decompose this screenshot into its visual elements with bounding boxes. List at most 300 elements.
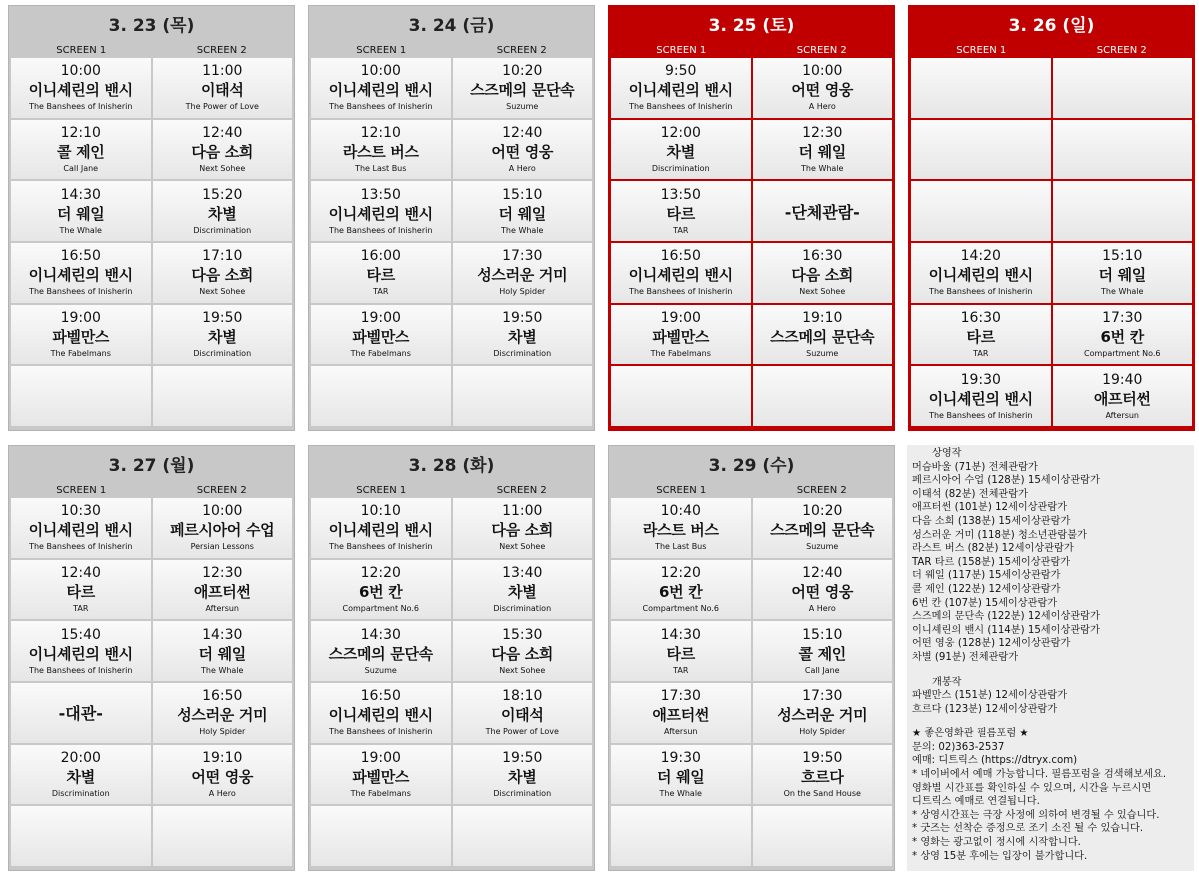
showtime-grid (11, 58, 292, 426)
showtime-cell[interactable] (11, 621, 151, 681)
movie-title-en: Next Sohee (499, 542, 546, 552)
movie-title-ko: 다음 소희 (191, 266, 254, 285)
reservation-note: -단체관람- (784, 202, 860, 222)
movie-title-ko: 차별 (508, 767, 537, 786)
showtime-cell[interactable] (753, 683, 893, 743)
showtime-cell[interactable] (153, 305, 293, 365)
movie-title-en: Holy Spider (199, 727, 246, 737)
showtime-cell[interactable] (153, 120, 293, 180)
movie-title-en: The Fabelmans (350, 348, 411, 358)
showtime-cell[interactable] (611, 181, 751, 241)
movie-title-ko: 애프터썬 (652, 706, 710, 725)
movie-title-ko: 성스러운 거미 (177, 706, 268, 725)
movie-title-ko: 파벨만스 (352, 327, 410, 346)
showtime-time: 14:30 (202, 626, 243, 643)
movie-title-en: TAR (373, 287, 389, 297)
showtime-cell[interactable] (911, 305, 1051, 365)
showtime-time: 16:00 (360, 248, 401, 265)
showtime-cell[interactable] (453, 305, 593, 365)
showtime-cell[interactable] (153, 181, 293, 241)
showtime-grid (311, 498, 592, 866)
showtime-grid (311, 58, 592, 426)
movie-rating-line: 이태석 (82분) 전체관람가 (912, 488, 1028, 500)
notice-line: * 영화는 광고없이 정시에 시작합니다. (912, 837, 1081, 849)
notice-line: * 네이버에서 예매 가능합니다. 필름포럼을 검색해보세요. (912, 769, 1167, 781)
showtime-time: 20:00 (60, 749, 101, 766)
showtime-time: 10:10 (360, 503, 401, 520)
showtime-time: 19:10 (802, 309, 843, 326)
movie-title-en: Suzume (806, 542, 839, 552)
movie-title-ko: 타르 (366, 266, 395, 285)
movie-title-ko: 이니셰린의 밴시 (628, 81, 733, 100)
movie-title-ko: 다음 소희 (491, 644, 554, 663)
showtime-cell[interactable] (453, 498, 593, 558)
movie-title-en: TAR (673, 665, 689, 675)
day-panel (8, 5, 295, 431)
showtime-cell (753, 181, 893, 241)
showtime-time: 15:10 (502, 186, 543, 203)
showtime-cell[interactable] (453, 181, 593, 241)
screen-label: SCREEN 1 (656, 45, 707, 56)
showtime-time: 10:00 (802, 63, 843, 80)
movie-title-ko: 더 웨일 (1098, 266, 1146, 285)
showtime-cell[interactable] (311, 243, 451, 303)
showtime-cell[interactable] (753, 745, 893, 805)
movie-title-en: Next Sohee (199, 287, 246, 297)
showtime-cell[interactable] (611, 243, 751, 303)
movie-title-en: A Hero (808, 102, 836, 112)
movie-title-ko: 이니셰린의 밴시 (328, 706, 433, 725)
showtime-grid (911, 58, 1192, 426)
movie-title-ko: 이니셰린의 밴시 (928, 266, 1033, 285)
showtime-time: 17:30 (660, 688, 701, 705)
notice-line: * 굿즈는 선착순 증정으로 조기 소진 될 수 있습니다. (912, 823, 1144, 835)
movie-title-en: TAR (973, 348, 989, 358)
showtime-cell[interactable] (153, 560, 293, 620)
movie-title-ko: 페르시아어 수업 (170, 521, 275, 540)
movie-title-en: The Banshees of Inisherin (929, 287, 1033, 297)
showtime-cell[interactable] (153, 58, 293, 118)
showtime-time: 16:50 (60, 248, 101, 265)
screen-label: SCREEN 2 (196, 485, 247, 496)
movie-title-ko: 차별 (208, 204, 237, 223)
showtime-time: 12:40 (502, 124, 543, 141)
showtime-time: 16:50 (360, 688, 401, 705)
showtime-time: 17:30 (802, 688, 843, 705)
showtime-time: 19:50 (502, 749, 543, 766)
movie-title-en: Discrimination (493, 788, 552, 798)
movie-title-ko: 더 웨일 (198, 644, 246, 663)
showtime-time: 19:50 (502, 309, 543, 326)
screen-label: SCREEN 2 (796, 45, 847, 56)
movie-title-en: The Banshees of Inisherin (629, 102, 733, 112)
empty-cell (11, 806, 151, 866)
movie-title-en: Aftersun (1105, 410, 1140, 420)
movie-title-ko: 더 웨일 (498, 204, 546, 223)
movie-title-ko: 라스트 버스 (642, 521, 719, 540)
empty-cell (311, 366, 451, 426)
showtime-cell[interactable] (453, 745, 593, 805)
movie-rating-line: 성스러운 거미 (118분) 청소년관람불가 (912, 529, 1087, 541)
showtime-time: 12:30 (802, 124, 843, 141)
movie-title-en: Discrimination (51, 788, 110, 798)
movie-rating-line: 페르시아어 수업 (128분) 15세이상관람가 (912, 475, 1100, 487)
movie-rating-line: 애프터썬 (101분) 12세이상관람가 (912, 502, 1068, 514)
screen-label: SCREEN 2 (496, 485, 547, 496)
showtime-time: 13:50 (660, 186, 701, 203)
showtime-grid (611, 498, 892, 866)
empty-cell (911, 58, 1051, 118)
reservation-note: -대관- (58, 704, 103, 724)
notice-line: 영화별 시간표를 확인하실 수 있으며, 시간을 누르시면 (912, 782, 1152, 794)
showtime-cell[interactable] (1053, 305, 1193, 365)
showtime-cell[interactable] (11, 305, 151, 365)
showtime-cell[interactable] (611, 305, 751, 365)
movie-title-ko: 6번 칸 (659, 582, 703, 601)
showtime-cell[interactable] (611, 560, 751, 620)
movie-title-ko: 성스러운 거미 (477, 266, 568, 285)
movie-title-en: Discrimination (493, 348, 552, 358)
showtime-time: 11:00 (502, 503, 543, 520)
movie-title-ko: 이태석 (500, 706, 544, 725)
showtime-cell[interactable] (11, 745, 151, 805)
screen-label: SCREEN 2 (796, 485, 847, 496)
movie-title-en: The Whale (201, 665, 244, 675)
empty-cell (611, 806, 751, 866)
showtime-time: 19:50 (202, 309, 243, 326)
movie-title-en: Holy Spider (799, 727, 846, 737)
empty-cell (911, 181, 1051, 241)
empty-cell (1053, 181, 1193, 241)
day-header: 3. 24 (금) (408, 16, 495, 36)
movie-title-ko: 파벨만스 (52, 327, 110, 346)
screen-header-row (611, 484, 892, 498)
showtime-cell[interactable] (611, 58, 751, 118)
movie-title-en: The Banshees of Inisherin (329, 727, 433, 737)
movie-title-ko: 차별 (66, 767, 95, 786)
movie-title-ko: 스즈메의 문단속 (328, 644, 433, 663)
movie-rating-line: TAR 타르 (158분) 15세이상관람가 (912, 556, 1071, 568)
movie-title-en: The Fabelmans (650, 348, 711, 358)
day-header: 3. 25 (토) (708, 16, 795, 36)
showtime-time: 16:30 (960, 309, 1001, 326)
movie-title-en: Compartment No.6 (342, 603, 419, 613)
empty-cell (611, 366, 751, 426)
movie-title-ko: 애프터썬 (193, 582, 251, 601)
showtime-grid (611, 58, 892, 426)
empty-cell (153, 366, 293, 426)
showtime-cell[interactable] (11, 181, 151, 241)
showtime-grid (11, 498, 292, 866)
showtime-cell[interactable] (611, 683, 751, 743)
showtime-cell[interactable] (453, 560, 593, 620)
movie-title-ko: 타르 (666, 644, 695, 663)
movie-title-en: The Banshees of Inisherin (29, 102, 133, 112)
movie-rating-line: 라스트 버스 (82분) 12세이상관람가 (912, 543, 1074, 555)
showtime-time: 19:10 (202, 749, 243, 766)
movie-title-ko: 흐르다 (800, 767, 844, 786)
movie-rating-line: 콜 제인 (122분) 12세이상관람가 (912, 583, 1061, 595)
movie-title-ko: 더 웨일 (798, 142, 846, 161)
screen-header-row (611, 44, 892, 58)
empty-cell (11, 366, 151, 426)
movie-title-en: A Hero (508, 163, 536, 173)
movie-title-ko: 차별 (508, 327, 537, 346)
showtime-cell[interactable] (311, 621, 451, 681)
showtime-time: 12:00 (660, 124, 701, 141)
showtime-time: 15:30 (502, 626, 543, 643)
notice-line: 문의: 02)363-2537 (912, 741, 1005, 753)
screen-header-row (11, 44, 292, 58)
movie-title-ko: 다음 소희 (191, 142, 254, 161)
screen-label: SCREEN 1 (656, 485, 707, 496)
movie-title-en: The Whale (501, 225, 544, 235)
movie-title-ko: 성스러운 거미 (777, 706, 868, 725)
showtime-time: 17:30 (1102, 309, 1143, 326)
showtime-time: 12:40 (60, 564, 101, 581)
day-header: 3. 26 (일) (1008, 16, 1095, 36)
movie-title-ko: 어떤 영웅 (791, 582, 854, 601)
movie-title-en: Next Sohee (499, 665, 546, 675)
opening-line: 파벨만스 (151분) 12세이상관람가 (912, 690, 1068, 702)
movie-title-ko: 이니셰린의 밴시 (28, 266, 133, 285)
showtime-cell[interactable] (311, 498, 451, 558)
movie-title-en: On the Sand House (783, 788, 861, 798)
movie-title-en: A Hero (208, 788, 236, 798)
empty-cell (453, 366, 593, 426)
movie-title-ko: 파벨만스 (352, 767, 410, 786)
screen-label: SCREEN 2 (196, 45, 247, 56)
showtime-cell[interactable] (753, 498, 893, 558)
showtime-cell[interactable] (453, 58, 593, 118)
day-header: 3. 28 (화) (408, 456, 495, 476)
showtime-cell[interactable] (911, 243, 1051, 303)
movie-title-en: Compartment No.6 (1083, 348, 1161, 358)
movie-title-en: Aftersun (205, 603, 240, 613)
movie-title-en: Holy Spider (499, 287, 546, 297)
showtime-time: 14:30 (660, 626, 701, 643)
showtime-cell[interactable] (611, 498, 751, 558)
movie-title-en: The Banshees of Inisherin (329, 102, 433, 112)
showtime-cell[interactable] (453, 120, 593, 180)
showtime-cell[interactable] (753, 58, 893, 118)
showtime-cell (11, 683, 151, 743)
movie-title-ko: 애프터썬 (1093, 389, 1151, 408)
showtime-cell[interactable] (153, 621, 293, 681)
movie-title-ko: 다음 소희 (791, 266, 854, 285)
showtime-time: 10:20 (502, 63, 543, 80)
showtime-time: 13:40 (502, 564, 543, 581)
showtime-time: 12:10 (360, 124, 401, 141)
movie-title-ko: 스즈메의 문단속 (770, 327, 875, 346)
movie-title-en: The Banshees of Inisherin (29, 542, 133, 552)
movie-title-ko: 6번 칸 (359, 582, 403, 601)
showtime-time: 15:40 (60, 626, 101, 643)
screen-label: SCREEN 1 (956, 45, 1007, 56)
movie-title-en: The Last Bus (355, 163, 407, 173)
showtime-cell[interactable] (453, 683, 593, 743)
movie-title-en: The Power of Love (185, 102, 259, 112)
movie-title-ko: 다음 소희 (491, 521, 554, 540)
showtime-time: 12:10 (60, 124, 101, 141)
movie-title-ko: 이니셰린의 밴시 (928, 389, 1033, 408)
showtime-cell[interactable] (753, 560, 893, 620)
showtime-cell[interactable] (311, 120, 451, 180)
showtime-cell[interactable] (611, 120, 751, 180)
showtime-cell[interactable] (153, 683, 293, 743)
movie-title-en: TAR (673, 225, 689, 235)
notice-line: * 상영시간표는 극장 사정에 의하여 변경될 수 있습니다. (912, 809, 1160, 821)
movie-title-en: Call Jane (63, 163, 99, 173)
movie-title-ko: 라스트 버스 (342, 142, 419, 161)
movie-title-en: The Whale (59, 225, 102, 235)
showtime-time: 15:20 (202, 186, 243, 203)
showtime-cell[interactable] (311, 181, 451, 241)
showtime-time: 16:50 (202, 688, 243, 705)
movie-title-en: Persian Lessons (190, 542, 254, 552)
movie-title-ko: 더 웨일 (657, 767, 705, 786)
day-header: 3. 29 (수) (708, 456, 795, 476)
movie-rating-line: 더 웨일 (117분) 15세이상관람가 (912, 570, 1061, 582)
movie-title-en: Call Jane (804, 665, 840, 675)
day-panel (308, 445, 595, 871)
showtime-time: 18:10 (502, 688, 543, 705)
showtime-cell[interactable] (311, 58, 451, 118)
empty-cell (1053, 120, 1193, 180)
empty-cell (453, 806, 593, 866)
empty-cell (753, 366, 893, 426)
movie-title-en: Suzume (506, 102, 539, 112)
empty-cell (153, 806, 293, 866)
showtime-cell[interactable] (11, 243, 151, 303)
movie-title-ko: 타르 (666, 204, 695, 223)
showtime-cell[interactable] (911, 366, 1051, 426)
screen-header-row (11, 484, 292, 498)
showtime-time: 19:00 (660, 309, 701, 326)
empty-cell (1053, 58, 1193, 118)
showtime-cell[interactable] (11, 58, 151, 118)
movie-rating-line: 차별 (91분) 전체관람가 (912, 651, 1019, 663)
movie-title-en: The Banshees of Inisherin (929, 410, 1033, 420)
showtime-cell[interactable] (11, 120, 151, 180)
movie-title-en: The Banshees of Inisherin (329, 225, 433, 235)
showtime-cell[interactable] (1053, 243, 1193, 303)
notice-line: ★ 좋은영화관 필름포럼 ★ (912, 728, 1029, 740)
movie-title-en: Suzume (806, 348, 839, 358)
movie-title-ko: 이니셰린의 밴시 (28, 644, 133, 663)
showtime-cell[interactable] (311, 560, 451, 620)
movie-title-ko: 어떤 영웅 (491, 142, 554, 161)
opening-list (912, 689, 1189, 716)
notice-line: * 상영 15분 후에는 입장이 불가합니다. (912, 850, 1088, 862)
movie-title-ko: 더 웨일 (57, 204, 105, 223)
showtime-cell[interactable] (753, 243, 893, 303)
showtime-cell[interactable] (311, 305, 451, 365)
movie-rating-line: 6번 칸 (107분) 15세이상관람가 (912, 597, 1058, 609)
movie-title-en: Discrimination (193, 348, 252, 358)
movie-title-en: The Fabelmans (350, 788, 411, 798)
movie-title-ko: 이니셰린의 밴시 (28, 81, 133, 100)
showtime-time: 12:40 (202, 124, 243, 141)
movie-title-ko: 어떤 영웅 (791, 81, 854, 100)
empty-cell (911, 120, 1051, 180)
showtime-time: 10:00 (202, 503, 243, 520)
showtime-cell[interactable] (753, 305, 893, 365)
showtime-time: 15:10 (1102, 248, 1143, 265)
screen-header-row (911, 44, 1192, 58)
showtime-time: 16:30 (802, 248, 843, 265)
empty-cell (753, 806, 893, 866)
showtime-cell[interactable] (1053, 366, 1193, 426)
movie-title-ko: 이니셰린의 밴시 (328, 521, 433, 540)
showtime-cell[interactable] (453, 621, 593, 681)
movie-title-en: Next Sohee (799, 287, 846, 297)
movie-title-ko: 이니셰린의 밴시 (628, 266, 733, 285)
movie-title-en: Discrimination (193, 225, 252, 235)
showtime-cell[interactable] (753, 621, 893, 681)
day-panel (308, 5, 595, 431)
movie-title-ko: 6번 칸 (1100, 327, 1144, 346)
showtime-cell[interactable] (753, 120, 893, 180)
showtime-time: 14:30 (60, 186, 101, 203)
showing-list (912, 461, 1189, 665)
showtime-time: 17:30 (502, 248, 543, 265)
showtime-time: 12:20 (660, 564, 701, 581)
showtime-time: 19:00 (360, 309, 401, 326)
movie-title-en: Discrimination (493, 603, 552, 613)
empty-cell (311, 806, 451, 866)
showtime-cell[interactable] (311, 683, 451, 743)
showtime-cell[interactable] (153, 243, 293, 303)
movie-title-en: Suzume (364, 665, 397, 675)
showtime-time: 19:50 (802, 749, 843, 766)
showtime-cell[interactable] (611, 621, 751, 681)
showtime-time: 15:10 (802, 626, 843, 643)
showtime-time: 19:30 (960, 371, 1001, 388)
screen-header-row (311, 484, 592, 498)
opening-line: 흐르다 (123분) 12세이상관람가 (912, 703, 1058, 715)
showtime-cell[interactable] (153, 745, 293, 805)
movie-title-en: The Fabelmans (50, 348, 111, 358)
showtime-cell[interactable] (11, 498, 151, 558)
movie-rating-line: 다음 소희 (138분) 15세이상관람가 (912, 515, 1071, 527)
screen-label: SCREEN 1 (356, 45, 407, 56)
movie-title-ko: 콜 제인 (798, 644, 846, 663)
showtime-time: 19:40 (1102, 371, 1143, 388)
showtime-cell[interactable] (11, 560, 151, 620)
movie-title-en: TAR (73, 603, 89, 613)
showtime-cell[interactable] (153, 498, 293, 558)
showtime-time: 19:30 (660, 749, 701, 766)
movie-title-ko: 파벨만스 (652, 327, 710, 346)
movie-title-en: The Whale (659, 788, 702, 798)
movie-title-ko: 스즈메의 문단속 (470, 81, 575, 100)
showtime-cell[interactable] (311, 745, 451, 805)
showtime-time: 11:00 (202, 63, 243, 80)
showtime-time: 13:50 (360, 186, 401, 203)
movie-title-ko: 타르 (966, 327, 995, 346)
notes-list (912, 727, 1189, 863)
showtime-cell[interactable] (611, 745, 751, 805)
movie-title-ko: 차별 (666, 142, 695, 161)
info-panel (907, 445, 1194, 871)
showtime-time: 14:20 (960, 248, 1001, 265)
movie-title-en: Compartment No.6 (642, 603, 719, 613)
movie-title-ko: 이니셰린의 밴시 (328, 81, 433, 100)
screen-label: SCREEN 1 (56, 485, 107, 496)
showtime-time: 10:00 (60, 63, 101, 80)
showtime-cell[interactable] (453, 243, 593, 303)
